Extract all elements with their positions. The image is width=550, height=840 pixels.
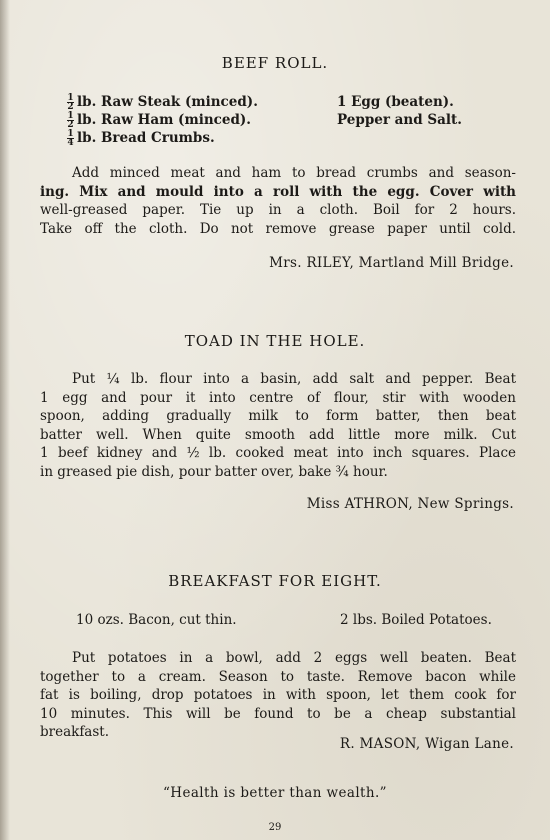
beef-roll-method (40, 164, 516, 238)
contributor-signature: Miss ATHRON, New Springs. (306, 496, 514, 512)
toad-in-the-hole-method (40, 370, 516, 482)
ingredient-line (67, 111, 258, 129)
ingredient-text: lb. Raw Steak (minced). (77, 94, 258, 110)
method-line: spoon, adding gradually milk to form batter, then beat (40, 408, 516, 425)
method-line: 10 minutes. This will be found to be a cheap substantial (40, 705, 516, 722)
recipe-title-beef-roll: BEEF ROLL. (221, 54, 329, 72)
breakfast-ingredient-left (76, 611, 237, 629)
recipe-title-toad-in-the-hole: TOAD IN THE HOLE. (184, 332, 366, 350)
ingredient-text: lb. Bread Crumbs. (77, 130, 215, 146)
ingredient-line: 10 ozs. Bacon, cut thin. (76, 612, 237, 628)
fraction: $\frac{1}{2}$ (67, 93, 74, 112)
method-line: in greased pie dish, pour batter over, bake ¾ hour. (40, 463, 388, 480)
beef-roll-ingredients-right (337, 93, 462, 129)
breakfast-ingredient-right (340, 611, 492, 629)
ingredient-line (67, 129, 258, 147)
method-line: Put potatoes in a bowl, add 2 eggs well beaten. Beat (72, 650, 516, 666)
fraction: $\frac{1}{4}$ (67, 129, 74, 148)
ingredient-line: 1 Egg (beaten). (337, 94, 454, 110)
ingredient-line: 2 lbs. Boiled Potatoes. (340, 612, 492, 628)
method-line: 1 egg and pour it into centre of flour, stir with wooden (40, 389, 516, 406)
contributor-signature: Mrs. RILEY, Martland Mill Bridge. (269, 255, 514, 271)
method-line: 1 beef kidney and ½ lb. cooked meat into inch squares. Place (40, 445, 516, 462)
method-line: Take off the cloth. Do not remove grease paper until cold. (40, 220, 516, 237)
breakfast-method (40, 649, 516, 742)
ingredient-text: lb. Raw Ham (minced). (77, 112, 252, 128)
page-number: 29 (268, 822, 282, 833)
method-line: Add minced meat and ham to bread crumbs and season- (72, 165, 516, 181)
motto: “Health is better than wealth.” (163, 785, 387, 801)
contributor-signature: R. MASON, Wigan Lane. (339, 736, 514, 752)
fraction: $\frac{1}{2}$ (67, 111, 74, 130)
ingredient-line: Pepper and Salt. (337, 112, 462, 128)
method-line: Put ¼ lb. flour into a basin, add salt and pepper. Beat (72, 371, 516, 387)
method-line: together to a cream. Season to taste. Remove bacon while (40, 668, 516, 685)
method-line: ing. Mix and mould into a roll with the egg. Cover with (40, 183, 516, 200)
show-through-texture: ​ (299, 119, 301, 168)
recipe-title-breakfast-for-eight: BREAKFAST FOR EIGHT. (168, 572, 382, 590)
method-line: breakfast. (40, 724, 110, 741)
method-line: batter well. When quite smooth add little more milk. Cut (40, 426, 516, 443)
beef-roll-ingredients-left (67, 93, 258, 147)
ingredient-line (67, 93, 258, 111)
method-line: well-greased paper. Tie up in a cloth. Boil for 2 hours. (40, 202, 516, 219)
method-line: fat is boiling, drop potatoes in with spoon, let them cook for (40, 687, 516, 704)
